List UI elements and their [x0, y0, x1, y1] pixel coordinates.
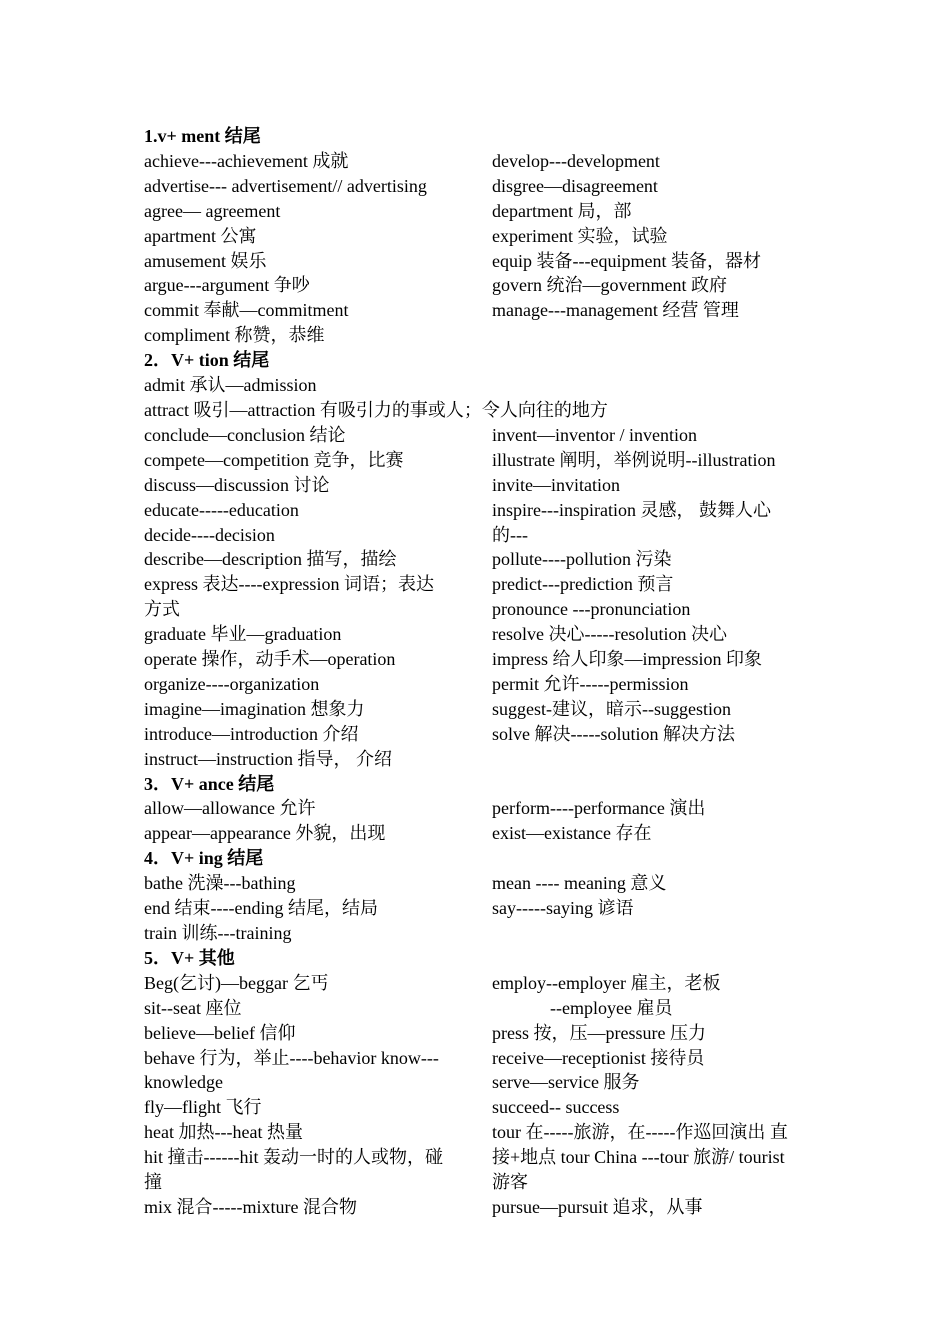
list-item: 方式 pronounce ---pronunciation	[144, 599, 691, 620]
list-item: mix 混合-----mixture 混合物 pursue—pursuit 追求，从事	[144, 1196, 703, 1217]
list-item: commit 奉献—commitment manage---management 经营 管理	[144, 300, 739, 321]
list-item: appear—appearance 外貌，出现 exist—existance 存在	[144, 823, 652, 844]
list-item: compliment 称赞，恭维	[144, 325, 325, 346]
list-item: apartment 公寓 experiment 实验，试验	[144, 225, 668, 246]
list-item: end 结束----ending 结尾，结局 say-----saying 谚语	[144, 898, 634, 919]
list-item: organize----organization permit 允许-----permission	[144, 673, 689, 694]
full-width-entry: attract 吸引—attraction 有吸引力的事或人；令人向往的地方	[144, 399, 608, 420]
list-item: advertise--- advertisement// advertising disgree—disagreement	[144, 175, 658, 196]
list-item: admit 承认—admission	[144, 375, 317, 396]
section-heading-tion: 2．V+ tion 结尾	[144, 350, 270, 371]
list-item: achieve---achievement 成就 develop---development	[144, 150, 660, 171]
list-item: operate 操作，动手术—operation impress 给人印象—impression 印象	[144, 649, 762, 670]
list-item: educate-----education inspire---inspiration 灵感， 鼓舞人心	[144, 499, 771, 520]
section-heading-ance: 3．V+ ance 结尾	[144, 773, 275, 794]
list-item: bathe 洗澡---bathing mean ---- meaning 意义	[144, 873, 667, 894]
list-item: instruct—instruction 指导， 介绍	[144, 748, 392, 769]
list-item: allow—allowance 允许 perform----performance 演出	[144, 798, 706, 819]
list-item: amusement 娱乐 equip 装备---equipment 装备，器材	[144, 250, 761, 271]
list-item: discuss—discussion 讨论 invite—invitation	[144, 474, 620, 495]
list-item: imagine—imagination 想象力 suggest-建议，暗示--suggestion	[144, 698, 731, 719]
list-item: Beg(乞讨)—beggar 乞丐 employ--employer 雇主，老板	[144, 972, 721, 993]
list-item: sit--seat 座位 --employee 雇员	[144, 997, 673, 1018]
section-heading-ment: 1.v+ ment 结尾	[144, 126, 261, 146]
list-item: believe—belief 信仰 press 按，压—pressure 压力	[144, 1022, 706, 1043]
section-heading-ing: 4．V+ ing 结尾	[144, 848, 264, 869]
list-item: decide----decision 的---	[144, 524, 528, 545]
list-item: train 训练---training	[144, 923, 292, 943]
list-item: heat 加热---heat 热量 tour 在-----旅游，在-----作巡回演出 直	[144, 1122, 788, 1143]
list-item: introduce—introduction 介绍 solve 解决-----solution 解决方法	[144, 723, 735, 744]
list-item: conclude—conclusion 结论 invent—inventor / invention	[144, 424, 697, 445]
list-item: hit 撞击------hit 轰动一时的人或物，碰 接+地点 tour China ---tour 旅游/ tourist	[144, 1147, 785, 1168]
list-item: fly—flight 飞行 succeed-- success	[144, 1097, 620, 1118]
list-item: express 表达----expression 词语；表达 predict---prediction 预言	[144, 574, 674, 595]
list-item: compete—competition 竞争，比赛 illustrate 阐明，举例说明--illustration	[144, 449, 776, 470]
list-item: agree— agreement department 局，部	[144, 200, 632, 221]
list-item: behave 行为，举止----behavior know--- receive—receptionist 接待员	[144, 1047, 705, 1068]
section-heading-other: 5．V+ 其他	[144, 947, 235, 968]
document-page	[144, 124, 814, 1220]
list-item: 撞 游客	[144, 1172, 528, 1193]
list-item: graduate 毕业—graduation resolve 决心-----resolution 决心	[144, 624, 727, 645]
list-item: argue---argument 争吵 govern 统治—government 政府	[144, 275, 727, 296]
list-item: knowledge serve—service 服务	[144, 1072, 640, 1093]
list-item: describe—description 描写，描绘 pollute----pollution 污染	[144, 549, 672, 570]
